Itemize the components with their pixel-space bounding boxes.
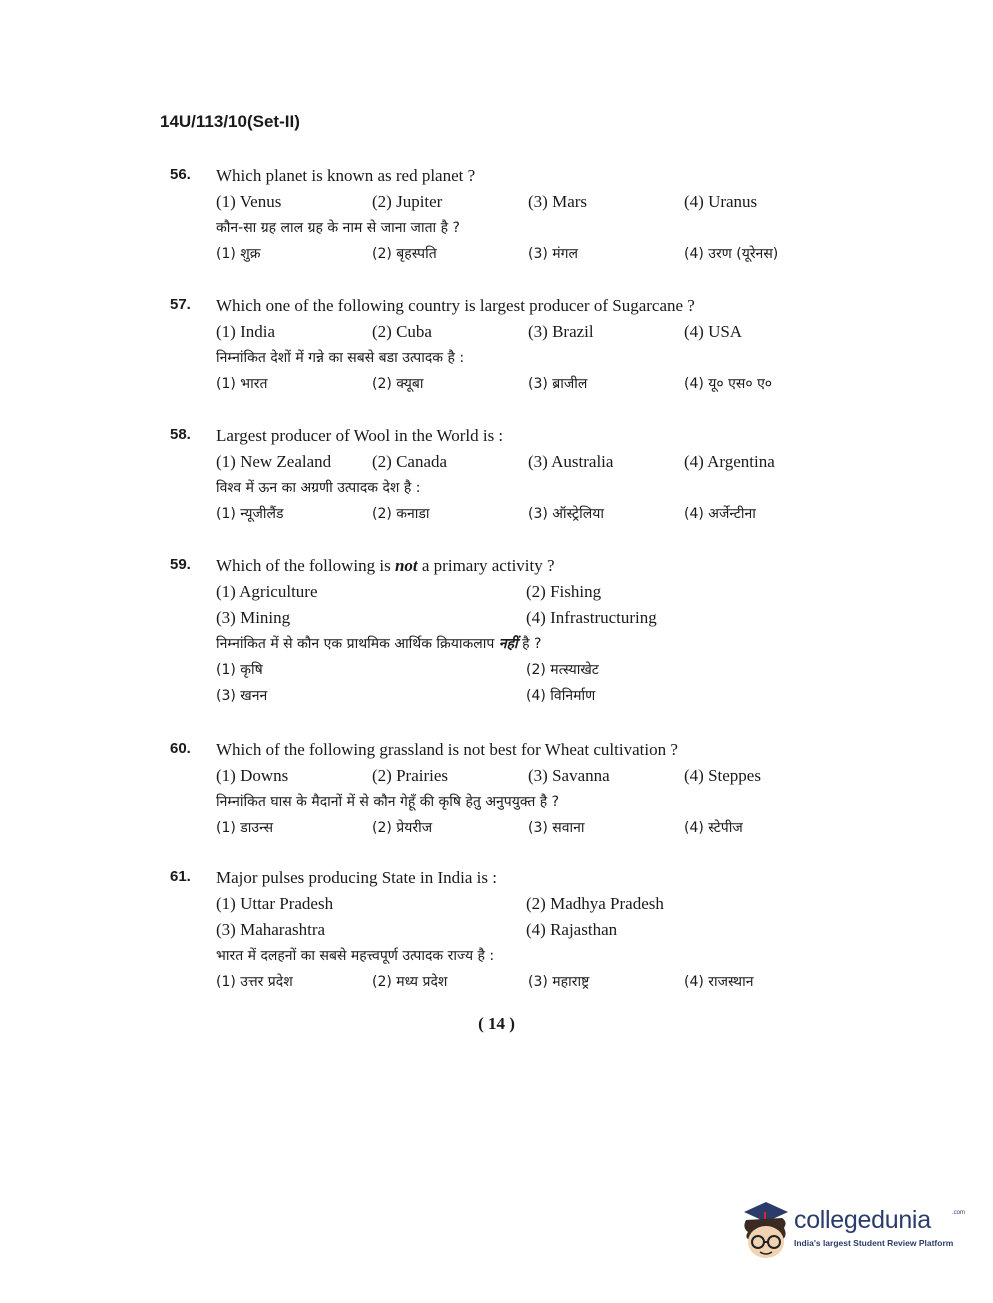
option-en: (3) Mars <box>528 192 588 211</box>
question-61 <box>170 868 810 998</box>
option-en: (2) Cuba <box>372 322 432 341</box>
question-58 <box>170 426 810 530</box>
option-en: (4) Steppes <box>684 766 761 785</box>
collegedunia-watermark <box>738 1198 968 1268</box>
option-en: (1) Venus <box>216 192 282 211</box>
option-hi: (2) प्रेयरीज <box>372 820 433 836</box>
option-hi: (1) शुक्र <box>216 246 261 262</box>
option-hi: (1) न्यूजीलैंड <box>216 506 284 522</box>
question-text-hi: निम्नांकित घास के मैदानों में से कौन गेहूँ की कृषि हेतु अनुपयुक्त है ? <box>216 794 560 810</box>
question-text-hi: निम्नांकित देशों में गन्ने का सबसे बडा उत्पादक है : <box>216 350 465 366</box>
option-en: (2) Fishing <box>526 582 602 601</box>
question-56 <box>170 166 810 270</box>
question-text-en: Which one of the following country is largest producer of Sugarcane ? <box>216 296 695 315</box>
option-en: (1) Agriculture <box>216 582 318 601</box>
question-text-hi: कौन-सा ग्रह लाल ग्रह के नाम से जाना जाता है ? <box>216 220 460 236</box>
option-en: (2) Madhya Pradesh <box>526 894 664 913</box>
option-hi: (1) डाउन्स <box>216 820 274 836</box>
option-hi: (1) उत्तर प्रदेश <box>216 974 293 990</box>
option-hi: (4) यू० एस० ए० <box>684 376 773 392</box>
option-en: (3) Brazil <box>528 322 594 341</box>
paper-code: 14U/113/10(Set-II) <box>160 112 300 131</box>
option-hi: (1) भारत <box>216 376 268 392</box>
option-en: (4) Argentina <box>684 452 775 471</box>
option-hi: (2) मध्य प्रदेश <box>372 974 448 990</box>
question-text-hi: विश्व में ऊन का अग्रणी उत्पादक देश है : <box>216 480 421 496</box>
question-number: 58. <box>170 426 191 443</box>
option-hi: (3) ब्राजील <box>528 376 588 392</box>
option-en: (3) Mining <box>216 608 291 627</box>
option-hi: (4) अर्जेन्टीना <box>684 506 756 522</box>
emphasis: not <box>394 556 418 575</box>
option-en: (1) New Zealand <box>216 452 332 471</box>
question-text-en: Largest producer of Wool in the World is : <box>216 426 504 445</box>
question-number: 61. <box>170 868 191 885</box>
question-text-en: Which of the following is not a primary activity ? <box>216 556 555 575</box>
option-hi: (2) बृहस्पति <box>372 246 437 262</box>
emphasis: नहीं <box>498 636 518 652</box>
option-hi: (4) विनिर्माण <box>526 688 596 704</box>
brand-tagline: India's largest Student Review Platform <box>794 1238 954 1248</box>
brand-name: collegedunia <box>794 1206 931 1234</box>
question-59 <box>170 556 810 712</box>
question-number: 56. <box>170 166 191 183</box>
option-hi: (4) उरण (यूरेनस) <box>684 246 779 262</box>
option-hi: (3) मंगल <box>528 246 579 262</box>
option-en: (2) Prairies <box>372 766 449 785</box>
option-en: (2) Canada <box>372 452 448 471</box>
option-hi: (2) कनाडा <box>372 506 430 522</box>
question-text-hi: भारत में दलहनों का सबसे महत्त्वपूर्ण उत्पादक राज्य है : <box>216 948 495 964</box>
option-hi: (3) ऑस्ट्रेलिया <box>528 506 604 522</box>
brand-suffix: .com <box>952 1210 966 1216</box>
question-text-en: Which of the following grassland is not best for Wheat cultivation ? <box>216 740 678 759</box>
question-number: 60. <box>170 740 191 757</box>
option-hi: (4) राजस्थान <box>684 974 754 990</box>
option-hi: (3) खनन <box>216 688 268 704</box>
option-hi: (4) स्टेपीज <box>684 820 743 836</box>
option-hi: (2) मत्स्याखेट <box>526 662 599 678</box>
question-number: 57. <box>170 296 191 313</box>
question-text-en: Major pulses producing State in India is : <box>216 868 497 887</box>
question-57 <box>170 296 810 400</box>
option-en: (2) Jupiter <box>372 192 443 211</box>
page-number: ( 14 ) <box>478 1014 515 1033</box>
mascot-icon <box>738 1198 792 1268</box>
option-en: (1) Uttar Pradesh <box>216 894 334 913</box>
question-text-hi: निम्नांकित में से कौन एक प्राथमिक आर्थिक क्रियाकलाप नहीं है ? <box>216 636 542 652</box>
option-en: (3) Savanna <box>528 766 610 785</box>
question-number: 59. <box>170 556 191 573</box>
option-hi: (3) सवाना <box>528 820 585 836</box>
option-hi: (3) महाराष्ट्र <box>528 974 590 990</box>
option-en: (4) USA <box>684 322 743 341</box>
option-en: (4) Uranus <box>684 192 758 211</box>
option-hi: (1) कृषि <box>216 662 263 678</box>
option-en: (3) Maharashtra <box>216 920 326 939</box>
option-en: (4) Rajasthan <box>526 920 618 939</box>
option-en: (1) Downs <box>216 766 289 785</box>
option-en: (4) Infrastructuring <box>526 608 657 627</box>
option-en: (1) India <box>216 322 276 341</box>
question-60 <box>170 740 810 844</box>
option-hi: (2) क्यूबा <box>372 376 424 392</box>
question-text-en: Which planet is known as red planet ? <box>216 166 476 185</box>
option-en: (3) Australia <box>528 452 614 471</box>
